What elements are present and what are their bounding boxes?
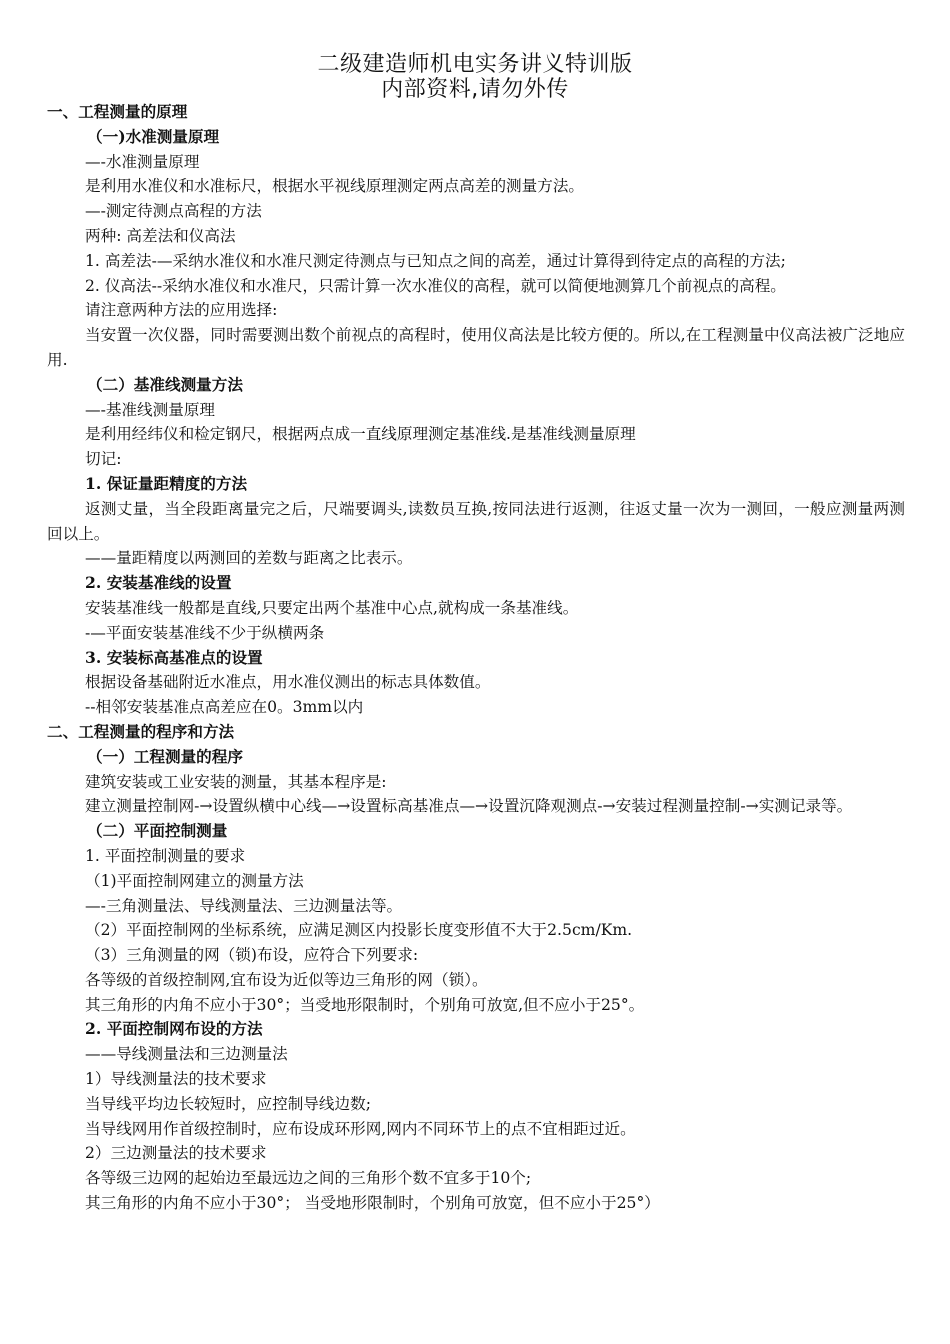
body-line: （1)平面控制网建立的测量方法	[85, 871, 304, 890]
body-line: 根据设备基础附近水准点，用水准仪测出的标志具体数值。	[85, 673, 491, 692]
body-paragraph: 1. 高差法-—采纳水准仪和水准尺测定待测点与已知点之间的高差，通过计算得到待定点的高程的方法;	[85, 251, 786, 270]
body-line: 当导线平均边长较短时，应控制导线边数;	[85, 1094, 371, 1113]
item-heading: 2. 安装基准线的设置	[85, 573, 232, 593]
body-line: 是利用经纬仪和检定钢尺，根据两点成一直线原理测定基准线.是基准线测量原理	[85, 425, 636, 444]
body-line: 各等级三边网的起始边至最远边之间的三角形个数不宜多于10个;	[85, 1169, 532, 1188]
body-line: 两种: 高差法和仪高法	[85, 226, 236, 245]
body-line: 其三角形的内角不应小于30°； 当受地形限制时，个别角可放宽，但不应小于25°）	[85, 1194, 660, 1213]
document-body	[47, 100, 905, 1216]
item-heading: 1. 保证量距精度的方法	[85, 473, 248, 493]
body-line: ——导线测量法和三边测量法	[85, 1045, 288, 1064]
body-paragraph: 返测丈量，当全段距离量完之后，尺端要调头,读数员互换,按同法进行返测，往返丈量一次为一测回，一般应测量两测回以上。	[47, 499, 905, 543]
document-subtitle: 内部资料,请勿外传	[381, 77, 569, 102]
section-heading-1: 一、工程测量的原理	[47, 102, 188, 121]
body-line: ——量距精度以两测回的差数与距离之比表示。	[85, 549, 413, 568]
body-line: —-水准测量原理	[85, 152, 200, 171]
body-paragraph: 2. 仪高法--采纳水准仪和水准尺，只需计算一次水准仪的高程，就可以简便地测算几个前视点的高程。	[85, 276, 786, 295]
body-line: 是利用水准仪和水准标尺，根据水平视线原理测定两点高差的测量方法。	[85, 177, 585, 196]
body-line: （2）平面控制网的坐标系统，应满足测区内投影长度变形值不大于2.5cm/Km.	[85, 921, 633, 940]
body-line: 1）导线测量法的技术要求	[85, 1070, 267, 1089]
body-line: 其三角形的内角不应小于30°；当受地形限制时，个别角可放宽,但不应小于25°。	[85, 995, 645, 1014]
item-heading: 3. 安装标高基准点的设置	[85, 647, 263, 667]
subsection-heading: （二）基准线测量方法	[87, 374, 243, 394]
body-line: 当导线网用作首级控制时，应布设成环形网,网内不同环节上的点不宜相距过近。	[85, 1119, 636, 1138]
body-line: 1. 平面控制测量的要求	[85, 846, 246, 865]
body-line: 请注意两种方法的应用选择:	[85, 301, 278, 320]
subsection-heading: （二）平面控制测量	[87, 821, 228, 841]
document-title: 二级建造师机电实务讲义特训版	[317, 52, 633, 77]
section-heading-2: 二、工程测量的程序和方法	[47, 721, 235, 741]
body-line: 建筑安装或工业安装的测量，其基本程序是:	[85, 772, 387, 791]
subsection-heading: （一）工程测量的程序	[87, 746, 243, 766]
body-line: --相邻安装基准点高差应在0。3mm以内	[85, 698, 364, 717]
subsection-heading: （一)水准测量原理	[87, 126, 220, 146]
body-line: 2）三边测量法的技术要求	[85, 1144, 267, 1163]
body-line: —-基准线测量原理	[85, 400, 216, 419]
body-line: 切记:	[85, 450, 122, 469]
body-paragraph: 当安置一次仪器，同时需要测出数个前视点的高程时，使用仪高法是比较方便的。所以,在工程测量中仪高法被广泛地应用.	[47, 326, 905, 369]
body-line: 各等级的首级控制网,宜布设为近似等边三角形的网（锁）。	[85, 970, 488, 989]
body-line: -—平面安装基准线不少于纵横两条	[85, 623, 325, 642]
item-heading: 2. 平面控制网布设的方法	[85, 1019, 263, 1039]
body-line: —-测定待测点高程的方法	[85, 202, 262, 221]
body-paragraph: 建立测量控制网-→设置纵横中心线—→设置标高基准点—→设置沉降观测点-→安装过程测量控制-→实测记录等。	[85, 797, 853, 816]
body-line: （3）三角测量的网（锁)布设，应符合下列要求:	[85, 946, 419, 965]
body-line: —-三角测量法、导线测量法、三边测量法等。	[85, 896, 403, 915]
body-line: 安装基准线一般都是直线,只要定出两个基准中心点,就构成一条基准线。	[85, 598, 579, 617]
